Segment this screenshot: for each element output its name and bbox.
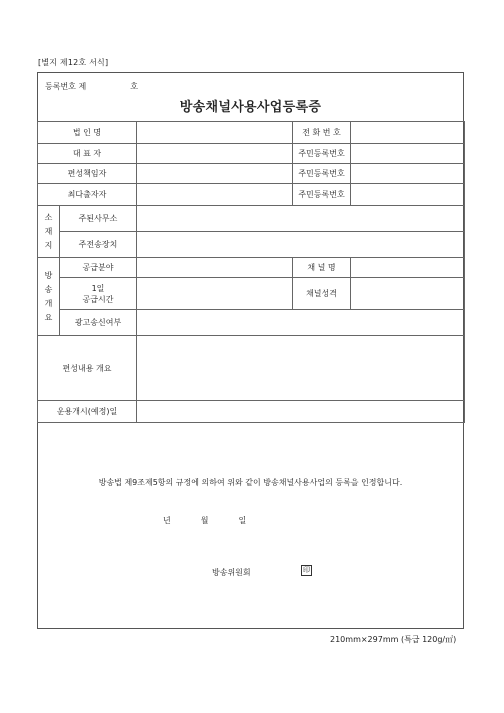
date-month: 월 xyxy=(200,516,209,525)
representative-value[interactable] xyxy=(137,144,293,164)
table-row xyxy=(38,122,465,144)
corp-name-label: 법 인 명 xyxy=(38,122,137,144)
registration-number-label: 등록번호 제 xyxy=(45,82,87,91)
daily-hours-value[interactable] xyxy=(137,278,293,310)
channel-nature-label: 채널성격 xyxy=(293,278,351,310)
main-office-value[interactable] xyxy=(137,206,465,232)
daily-hours-label: 1일 공급시간 xyxy=(60,278,137,310)
representative-label: 대 표 자 xyxy=(38,144,137,164)
channel-name-value[interactable] xyxy=(351,258,465,278)
supply-field-label: 공급분야 xyxy=(60,258,137,278)
certificate-title: 방송채널사용사업등록증 xyxy=(179,100,322,115)
channel-name-label: 채 널 명 xyxy=(293,258,351,278)
registration-number xyxy=(45,81,138,92)
program-summary-value[interactable] xyxy=(137,336,465,401)
registration-info-table xyxy=(37,121,465,423)
location-group-label: 소 재 지 xyxy=(38,206,60,258)
resident-number-label: 주민등록번호 xyxy=(293,164,351,184)
program-summary-label: 편성내용 개요 xyxy=(38,336,137,401)
start-date-label: 운용개시(예정)일 xyxy=(38,401,137,423)
date-year: 년 xyxy=(163,516,171,525)
program-manager-value[interactable] xyxy=(137,164,293,184)
channel-nature-value[interactable] xyxy=(351,278,465,310)
resident-number-value[interactable] xyxy=(351,144,465,164)
form-code: [별지 제12호 서식] xyxy=(38,58,109,67)
phone-value[interactable] xyxy=(351,122,465,144)
certification-statement: 방송법 제9조제5항의 규정에 의하여 위와 같이 방송채널사용사업의 등록을 인정합니다. xyxy=(98,478,403,487)
table-row xyxy=(38,164,465,184)
resident-number-label: 주민등록번호 xyxy=(293,184,351,206)
broadcast-group-label: 방 송 개 요 xyxy=(38,258,60,336)
table-row xyxy=(38,144,465,164)
table-row xyxy=(38,206,465,232)
resident-number-label: 주민등록번호 xyxy=(293,144,351,164)
seal-mark: 印 xyxy=(303,566,310,574)
table-row xyxy=(38,232,465,258)
issuer-name: 방송위원회 xyxy=(212,568,251,577)
table-row xyxy=(38,184,465,206)
largest-investor-label: 최다출자자 xyxy=(38,184,137,206)
ad-transmission-label: 광고송신여부 xyxy=(60,310,137,336)
registration-number-suffix: 호 xyxy=(130,82,138,91)
table-row xyxy=(38,336,465,401)
resident-number-value[interactable] xyxy=(351,164,465,184)
start-date-value[interactable] xyxy=(137,401,465,423)
table-row xyxy=(38,278,465,310)
paper-spec: 210mm×297mm (특급 120g/㎡) xyxy=(330,635,457,644)
ad-transmission-value[interactable] xyxy=(137,310,465,336)
supply-field-value[interactable] xyxy=(137,258,293,278)
main-transmitter-label: 주전송장치 xyxy=(60,232,137,258)
resident-number-value[interactable] xyxy=(351,184,465,206)
issue-date xyxy=(163,515,246,526)
table-row xyxy=(38,310,465,336)
largest-investor-value[interactable] xyxy=(137,184,293,206)
program-manager-label: 편성책임자 xyxy=(38,164,137,184)
corp-name-value[interactable] xyxy=(137,122,293,144)
table-row xyxy=(38,258,465,278)
date-day: 일 xyxy=(238,516,247,525)
table-row xyxy=(38,401,465,423)
phone-label: 전 화 번 호 xyxy=(293,122,351,144)
main-office-label: 주된사무소 xyxy=(60,206,137,232)
main-transmitter-value[interactable] xyxy=(137,232,465,258)
